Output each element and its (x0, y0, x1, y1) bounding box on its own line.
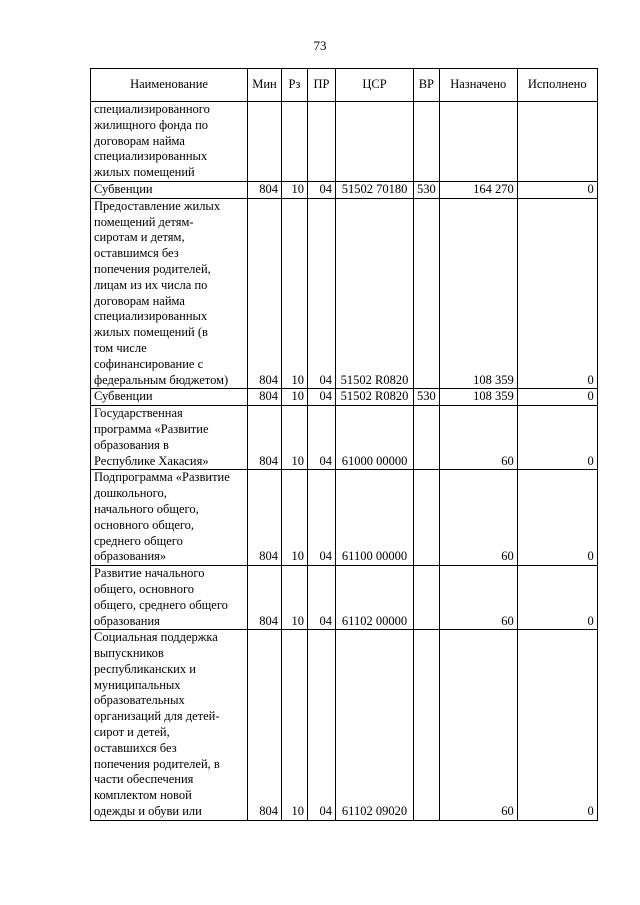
row-min: 804 (248, 566, 282, 630)
row-csr (336, 102, 414, 182)
row-name: Предоставление жилых помещений детям- сиротам и детям, оставшимся без попечения родителей, лицам из их числа по договорам найма специализированных жилых помещений (в том числе софинансирование с федеральным бюджетом) (91, 198, 248, 389)
row-min: 804 (248, 389, 282, 406)
row-executed: 0 (517, 566, 597, 630)
row-name: специализированного жилищного фонда по договорам найма специализированных жилых помещений (91, 102, 248, 182)
row-assigned: 108 359 (439, 198, 517, 389)
row-rz: 10 (282, 198, 308, 389)
header-executed: Исполнено (517, 69, 597, 102)
row-executed: 0 (517, 181, 597, 198)
row-csr: 51502 R0820 (336, 198, 414, 389)
row-rz: 10 (282, 406, 308, 470)
row-pr: 04 (308, 566, 336, 630)
row-csr: 51502 R0820 (336, 389, 414, 406)
header-name: Наименование (91, 69, 248, 102)
row-pr: 04 (308, 630, 336, 821)
page-number: 73 (313, 38, 327, 53)
row-min: 804 (248, 406, 282, 470)
header-csr: ЦСР (336, 69, 414, 102)
row-min: 804 (248, 198, 282, 389)
header-min: Мин (248, 69, 282, 102)
row-assigned: 60 (439, 406, 517, 470)
row-min: 804 (248, 470, 282, 566)
row-executed: 0 (517, 406, 597, 470)
row-pr (308, 102, 336, 182)
row-executed: 0 (517, 198, 597, 389)
row-executed (517, 102, 597, 182)
row-rz (282, 102, 308, 182)
row-assigned: 164 270 (439, 181, 517, 198)
row-vr (414, 102, 440, 182)
row-vr (414, 566, 440, 630)
row-vr (414, 470, 440, 566)
row-vr (414, 406, 440, 470)
row-executed: 0 (517, 389, 597, 406)
row-executed: 0 (517, 630, 597, 821)
row-vr (414, 630, 440, 821)
row-csr: 61000 00000 (336, 406, 414, 470)
table-row (91, 470, 598, 566)
row-csr: 61100 00000 (336, 470, 414, 566)
header-pr: ПР (308, 69, 336, 102)
row-name: Государственная программа «Развитие образования в Республике Хакасия» (91, 406, 248, 470)
table-header-row (91, 69, 598, 102)
budget-table (90, 68, 598, 821)
row-csr: 51502 70180 (336, 181, 414, 198)
row-assigned: 108 359 (439, 389, 517, 406)
table-row (91, 102, 598, 182)
table-row (91, 181, 598, 198)
header-rz: Рз (282, 69, 308, 102)
row-rz: 10 (282, 181, 308, 198)
row-pr: 04 (308, 198, 336, 389)
table-row (91, 566, 598, 630)
row-rz: 10 (282, 566, 308, 630)
row-rz: 10 (282, 470, 308, 566)
row-pr: 04 (308, 181, 336, 198)
row-executed: 0 (517, 470, 597, 566)
row-min (248, 102, 282, 182)
row-name: Социальная поддержка выпускников республиканских и муниципальных образовательных организаций для детей- сирот и детей, оставшихся без попечения родителей, в части обеспечения комплектом новой одежды и обуви или (91, 630, 248, 821)
row-vr: 530 (414, 389, 440, 406)
row-csr: 61102 09020 (336, 630, 414, 821)
row-assigned: 60 (439, 566, 517, 630)
row-rz: 10 (282, 630, 308, 821)
row-assigned (439, 102, 517, 182)
table-row (91, 198, 598, 389)
row-min: 804 (248, 630, 282, 821)
table-row (91, 630, 598, 821)
row-min: 804 (248, 181, 282, 198)
table-row (91, 389, 598, 406)
row-name: Субвенции (91, 389, 248, 406)
row-rz: 10 (282, 389, 308, 406)
row-assigned: 60 (439, 630, 517, 821)
row-name: Развитие начального общего, основного общего, среднего общего образования (91, 566, 248, 630)
row-pr: 04 (308, 389, 336, 406)
table-row (91, 406, 598, 470)
row-name: Субвенции (91, 181, 248, 198)
header-assigned: Назначено (439, 69, 517, 102)
row-vr (414, 198, 440, 389)
row-pr: 04 (308, 470, 336, 566)
row-vr: 530 (414, 181, 440, 198)
header-vr: ВР (414, 69, 440, 102)
row-name: Подпрограмма «Развитие дошкольного, начального общего, основного общего, среднего общего образования» (91, 470, 248, 566)
row-pr: 04 (308, 406, 336, 470)
row-csr: 61102 00000 (336, 566, 414, 630)
row-assigned: 60 (439, 470, 517, 566)
